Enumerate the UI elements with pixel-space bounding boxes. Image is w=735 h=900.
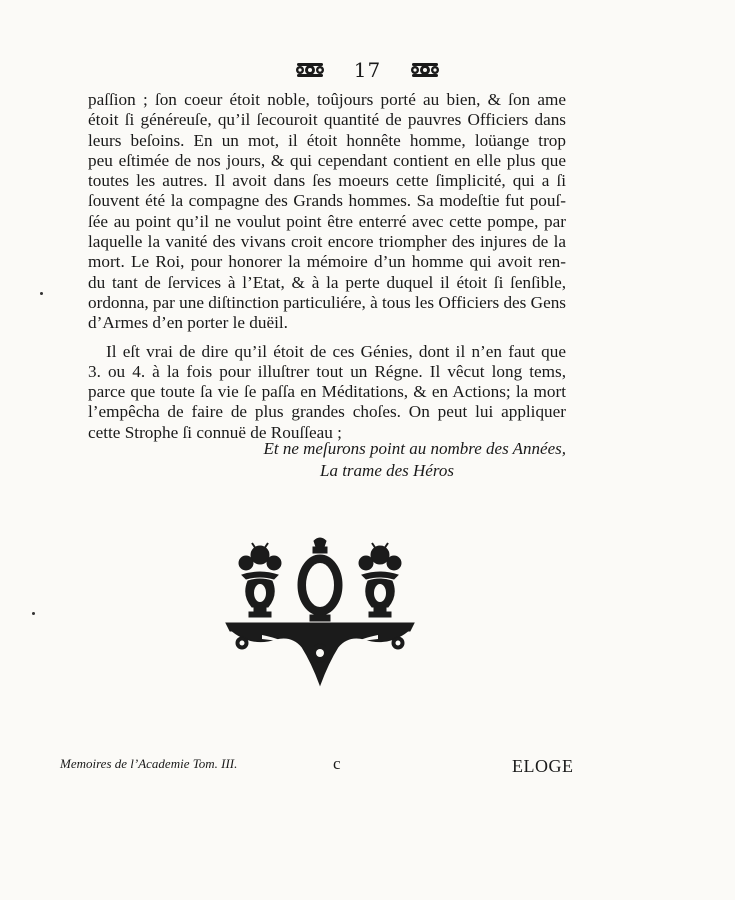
text-line: mort. Le Roi, pour honorer la mémoire d’un homme qui avoit ren- (88, 252, 566, 272)
ink-speck (40, 292, 43, 295)
text-line: Il eſt vrai de dire qu’il étoit de ces Génies, dont il n’en faut que (106, 341, 566, 361)
signature-line: Memoires de l’Academie Tom. III. (60, 756, 238, 771)
paragraph-2 (88, 342, 566, 443)
paragraph-1 (88, 90, 566, 334)
tailpiece-ornament-icon (222, 535, 418, 695)
page-number: 17 (353, 58, 382, 82)
text-line: cette Strophe ſi connuë de Rouſſeau ; (88, 422, 342, 442)
catchword: ELOGE (512, 756, 574, 776)
text-line: laquelle la vanité des vivans croit encore triompher des injures de la (88, 232, 566, 252)
text-line: d’Armes d’en porter le duëil. (88, 313, 288, 333)
ink-speck (32, 612, 35, 615)
text-line: toutes les autres. Il avoit dans ſes moeurs cette ſimplicité, qui a ſi (88, 171, 566, 191)
fleuron-right-icon (409, 61, 441, 79)
text-line: leurs beſoins. En un mot, il étoit honnête homme, loüange trop (88, 130, 566, 150)
verse-quote (88, 438, 566, 482)
text-line: l’empêcha de faire de plus grandes choſes. On peut lui appliquer (88, 402, 566, 422)
text-line: étoit ſi généreuſe, qu’il ſecouroit quantité de pauvres Officiers dans (88, 110, 566, 130)
text-line: 3. ou 4. à la fois pour illuſtrer tout un Régne. Il vêcut long tems, (88, 361, 566, 381)
text-line: ordonna, par une diſtinction particuliére, à tous les Officiers des Gens (88, 292, 566, 312)
running-header (0, 58, 735, 82)
text-line: parce que toute ſa vie ſe paſſa en Méditations, & en Actions; la mort (88, 382, 566, 402)
signature-mark: c (333, 754, 341, 773)
text-line: du tant de ſervices à l’Etat, & à la perte duquel il étoit ſi ſenſible, (88, 272, 566, 292)
fleuron-left-icon (294, 61, 326, 79)
text-line: peu eſtimée de nos jours, & qui cependant contient en elle plus que (88, 150, 566, 170)
verse-line: Et ne meſurons point au nombre des Années, (263, 439, 566, 458)
text-line: ſée au point qu’il ne voulut point être enterré avec cette pompe, par (88, 211, 566, 231)
verse-line: La trame des Héros (320, 461, 454, 480)
text-line: ſouvent été la compagne des Grands hommes. Sa modeſtie fut pouſ- (88, 191, 566, 211)
text-line: paſſion ; ſon coeur étoit noble, toûjours porté au bien, & ſon ame (88, 90, 566, 109)
body-text (88, 90, 566, 443)
